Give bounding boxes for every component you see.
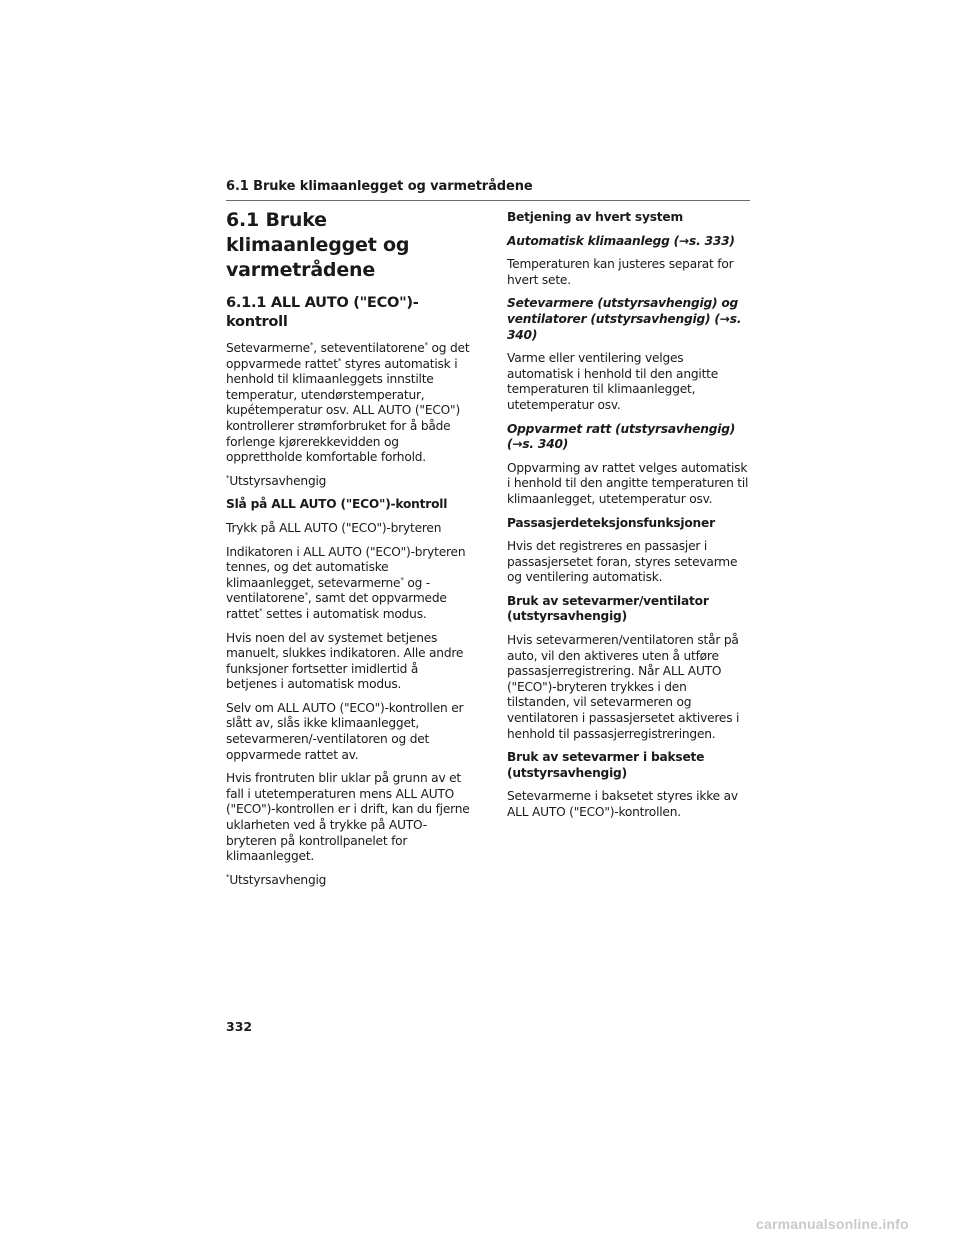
footnote-marker: * bbox=[226, 473, 230, 482]
right-column bbox=[507, 208, 752, 829]
header-divider bbox=[226, 200, 750, 201]
press-paragraph: Trykk på ALL AUTO ("ECO")-bryteren bbox=[226, 520, 442, 535]
heading-passenger-detection: Passasjerdeteksjonsfunksjoner bbox=[507, 515, 715, 530]
footnote-marker: * bbox=[309, 341, 314, 349]
text-run: Indikatoren i ALL AUTO ("ECO")-bryteren tennes, og det automatiske klimaanlegget, setevarmerne bbox=[226, 544, 466, 590]
subsection-title: 6.1.1 ALL AUTO ("ECO")-kontroll bbox=[226, 294, 419, 330]
seat-heaters-paragraph: Varme eller ventilering velges automatisk i henhold til den angitte temperaturen til klimaanlegget, utetemperatur osv. bbox=[507, 351, 719, 412]
footnote-marker: * bbox=[424, 341, 428, 349]
left-column bbox=[226, 208, 471, 896]
manual-paragraph: Hvis noen del av systemet betjenes manuelt, slukkes indikatoren. Alle andre funksjoner fortsetter imidlertid å betjenes i automatisk modus. bbox=[226, 630, 464, 692]
section-title-line-2: varmetrådene bbox=[226, 259, 376, 281]
passenger-detection-paragraph: Hvis det registreres en passasjer i passasjersetet foran, styres setevarme og ventilering automatisk. bbox=[507, 539, 738, 585]
footnote-marker: * bbox=[226, 872, 230, 881]
text-run: Setevarmerne bbox=[226, 341, 310, 355]
text-run: Oppvarmet ratt (utstyrsavhengig) bbox=[507, 421, 736, 436]
footnote-marker: * bbox=[337, 356, 342, 365]
heading-each-system: Betjening av hvert system bbox=[507, 210, 683, 224]
watermark: carmanualsonline.info bbox=[756, 1216, 909, 1232]
footnote-marker: * bbox=[304, 591, 308, 600]
section-title-line-1: 6.1 Bruke klimaanlegget og bbox=[226, 209, 410, 256]
running-header: 6.1 Bruke klimaanlegget og varmetrådene bbox=[226, 179, 533, 194]
heated-wheel-paragraph: Oppvarming av rattet velges automatisk i henhold til den angitte temperaturen til klimaanlegget, utetemperatur osv. bbox=[507, 460, 749, 506]
footnote-marker: * bbox=[259, 606, 263, 615]
text-run: styres automatisk i henhold til klimaanleggets innstilte temperatur, utendørstemperatur, kupétemperatur osv. ALL AUTO ("ECO") kontrollerer strømforbruket for å både forlenge kjørerekkevidden og opprettholde komfortable forhold. bbox=[226, 356, 460, 465]
text-run: og -ventilatorene bbox=[226, 575, 430, 606]
auto-ac-paragraph: Temperaturen kan justeres separat for hvert sete. bbox=[507, 257, 734, 287]
heading-auto-ac: Automatisk klimaanlegg (→s. 333) bbox=[507, 233, 735, 248]
heading-use-seat-heater: Bruk av setevarmer/ventilator (utstyrsavhengig) bbox=[507, 593, 709, 624]
page-number: 332 bbox=[226, 1019, 253, 1034]
footnote-text: Utstyrsavhengig bbox=[229, 473, 327, 488]
rear-seat-heater-paragraph: Setevarmerne i baksetet styres ikke av ALL AUTO ("ECO")-kontrollen. bbox=[507, 789, 738, 819]
text-run: og det oppvarmede rattet bbox=[226, 341, 470, 371]
text-run: settes i automatisk modus. bbox=[262, 606, 427, 621]
intro-paragraph bbox=[226, 341, 471, 466]
text-run: , seteventilatorene bbox=[313, 341, 425, 355]
text-run: , samt det oppvarmede rattet bbox=[226, 591, 447, 621]
footnote bbox=[226, 474, 471, 490]
fog-paragraph: Hvis frontruten blir uklar på grunn av et fall i utetemperaturen mens ALL AUTO ("ECO")-kontrollen er i drift, kan du fjerne uklarheten ved å trykke på AUTO-bryteren på kontrollpanelet for klimaanlegget. bbox=[226, 771, 470, 864]
section-title bbox=[226, 208, 471, 283]
heading-heated-wheel bbox=[507, 422, 752, 453]
text-run: (→s. 340) bbox=[507, 437, 569, 452]
use-seat-heater-paragraph: Hvis setevarmeren/ventilatoren står på auto, vil den aktiveres uten å utføre passasjerregistrering. Når ALL AUTO ("ECO")-bryteren trykkes i den tilstanden, vil setevarmeren og ventilatoren i passasjersetet aktiveres i henhold til passasjerregistreringen. bbox=[507, 633, 740, 741]
heading-turn-on: Slå på ALL AUTO ("ECO")-kontroll bbox=[226, 497, 448, 512]
footnote-text: Utstyrsavhengig bbox=[229, 872, 327, 887]
indicator-paragraph bbox=[226, 545, 471, 623]
heading-rear-seat-heater: Bruk av setevarmer i baksete (utstyrsavhengig) bbox=[507, 750, 705, 780]
footnote-marker: * bbox=[400, 575, 404, 584]
off-paragraph: Selv om ALL AUTO ("ECO")-kontrollen er slått av, slås ikke klimaanlegget, setevarmeren/-ventilatoren og det oppvarmede rattet av. bbox=[226, 700, 464, 762]
footnote bbox=[226, 873, 471, 889]
heading-seat-heaters: Setevarmere (utstyrsavhengig) og ventilatorer (utstyrsavhengig) (→s. 340) bbox=[507, 296, 742, 342]
